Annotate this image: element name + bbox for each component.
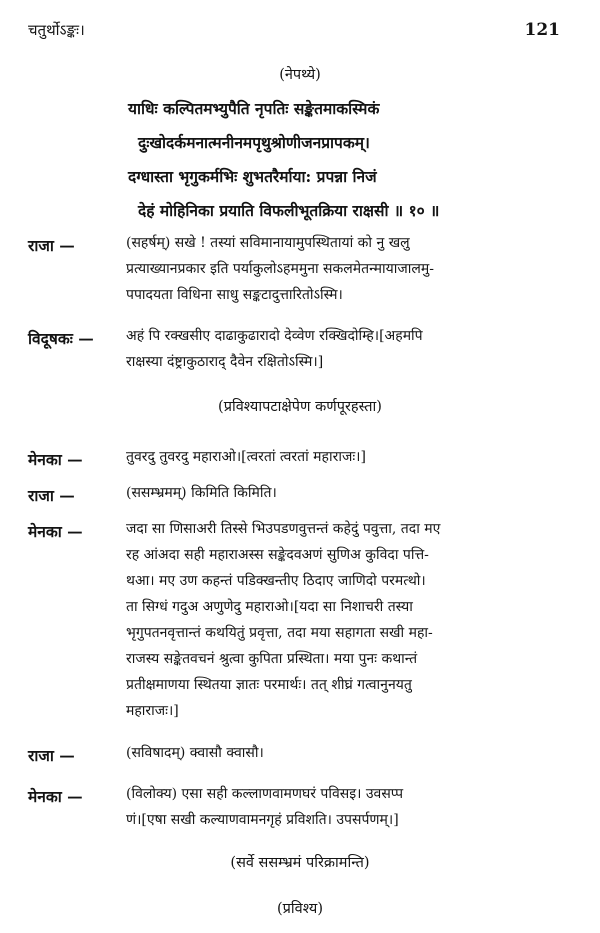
dialogue-line: ता सिग्धं गदुअ अणुणेदु महाराओ।[यदा सा निशाचरी तस्या (126, 599, 413, 615)
dialogue-line: राक्षस्या दंष्ट्राकुठाराद् दैवेन रक्षितोऽस्मि।] (126, 354, 324, 370)
dialogue-line: थआ। मए उण कहन्तं पडिक्खन्तीए ठिदाए जाणिदो परमत्थो। (126, 573, 426, 589)
dialogue-menaka (126, 444, 566, 470)
verse-line-2: दुःखोदर्कमनात्मनीनमपृथुश्रोणीजनप्रापकम्। (138, 133, 370, 152)
speaker-raja: राजा — (28, 486, 75, 505)
dialogue-raja (126, 740, 566, 766)
dialogue-line: पपादयता विधिना साधु सङ्कटादुत्तारितोऽस्मि। (126, 287, 343, 303)
dialogue-line: प्रतीक्षमाणया स्थितया ज्ञातः परमार्थः। तत् शीघ्रं गत्वानुनयतु (126, 677, 412, 693)
dialogue-menaka (126, 781, 566, 833)
verse-line-1: याधिः कल्पितमभ्युपैति नृपतिः सङ्केतमाकस्मिकं (128, 99, 380, 118)
dialogue-line: राजस्य सङ्केतवचनं श्रुत्वा कुपिता प्रस्थिता। मया पुनः कथान्तं (126, 651, 418, 667)
dialogue-raja (126, 230, 566, 308)
dialogue-line: (सहर्षम्) सखे ! तस्यां सविमानायामुपस्थितायां को नु खलु (126, 235, 410, 251)
dialogue-vidushaka (126, 323, 566, 375)
page-number: 121 (524, 20, 560, 40)
speaker-menaka: मेनका — (28, 522, 83, 541)
dialogue-line: महाराजः।] (126, 703, 179, 719)
speaker-raja: राजा — (28, 746, 75, 765)
dialogue-line: प्रत्याख्यानप्रकार इति पर्याकुलोऽहममुना सकलमेतन्मायाजालमु- (126, 261, 434, 277)
stage-direction-nepathye: (नेपथ्ये) (279, 67, 321, 83)
running-header: चतुर्थोऽङ्कः। (28, 21, 85, 39)
dialogue-line: (विलोक्य) एसा सही कल्लाणवामणघरं पविसइ। उवसप्प (126, 786, 404, 802)
dialogue-line: तुवरदु तुवरदु महाराओ।[त्वरतां त्वरतां महाराजः।] (126, 449, 366, 465)
speaker-menaka: मेनका — (28, 787, 83, 806)
dialogue-menaka (126, 516, 566, 724)
dialogue-line: जदा सा णिसाअरी तिस्से भिउपडणवुत्तन्तं कहेदुं पवुत्ता, तदा मए (126, 521, 441, 537)
verse-line-3: दग्धास्ता भृगुकर्मभिः शुभतरैर्माया: प्रपन्ना निजं (128, 167, 377, 186)
stage-direction-pravishya: (प्रविश्य) (277, 901, 323, 917)
stage-direction-sarve: (सर्वे ससम्भ्रमं परिक्रामन्ति) (230, 855, 370, 871)
dialogue-line: णं।[एषा सखी कल्याणवामनगृहं प्रविशति। उपसर्पणम्।] (126, 812, 399, 828)
dialogue-line: अहं पि रक्खसीए दाढाकुढारादो देव्वेण रक्खिदोम्हि।[अहमपि (126, 328, 423, 344)
dialogue-line: भृगुपतनवृत्तान्तं कथयितुं प्रवृत्ता, तदा मया सहागता सखी महा- (126, 625, 433, 641)
speaker-menaka: मेनका — (28, 450, 83, 469)
dialogue-line: (सविषादम्) क्वासौ क्वासौ। (126, 745, 264, 761)
speaker-raja: राजा — (28, 236, 75, 255)
speaker-vidushaka: विदूषकः — (28, 329, 94, 348)
dialogue-raja (126, 480, 566, 506)
stage-direction-pravishya-karnapura: (प्रविश्यापटाक्षेपेण कर्णपूरहस्ता) (218, 399, 382, 415)
dialogue-line: रह आंअदा सही महाराअस्स सङ्केदवअणं सुणिअ कुविदा पत्ति- (126, 547, 429, 563)
verse-line-4: देहं मोहिनिका प्रयाति विफलीभूतक्रिया राक्षसी ॥ १० ॥ (138, 201, 440, 220)
dialogue-line: (ससम्भ्रमम्) किमिति किमिति। (126, 485, 277, 501)
